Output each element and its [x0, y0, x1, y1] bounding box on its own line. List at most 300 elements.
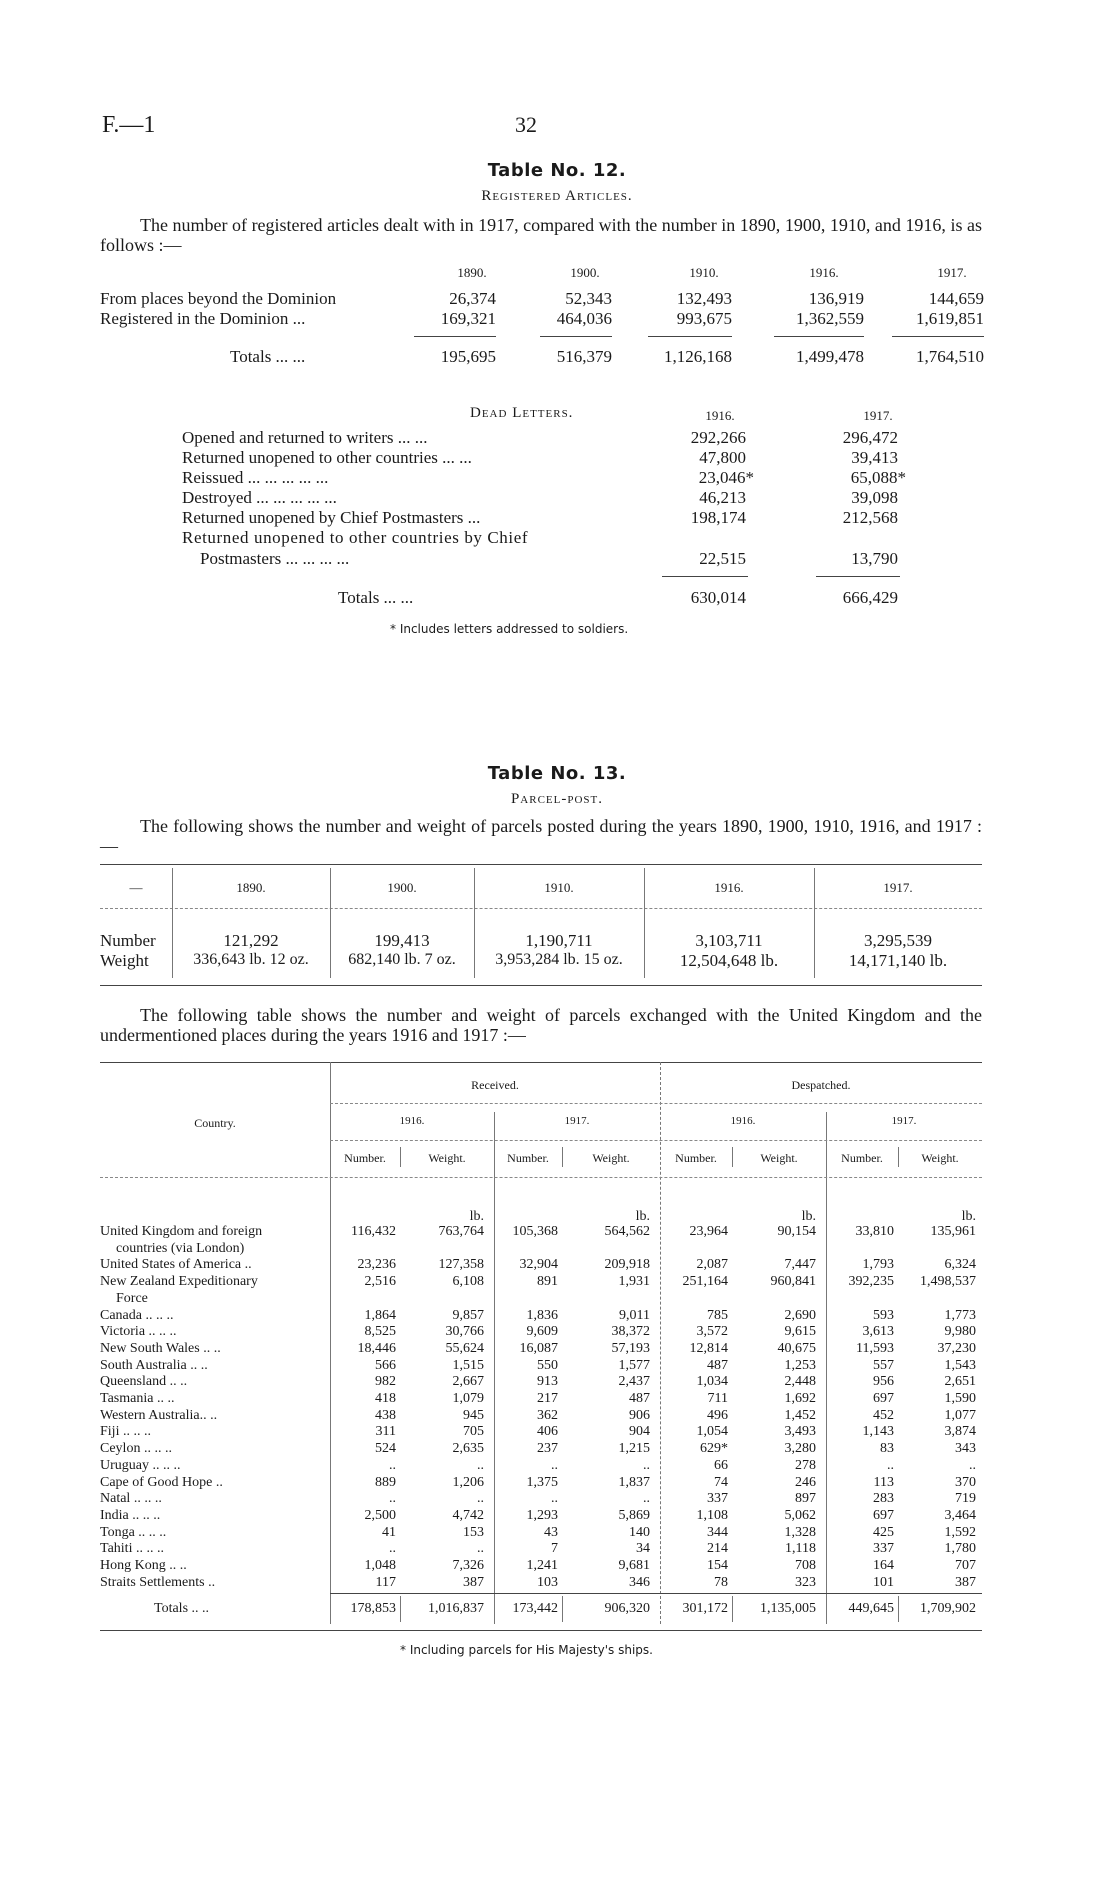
- exchange-cell: 1,328: [784, 1525, 816, 1540]
- exchange-cell: 1,253: [784, 1358, 816, 1373]
- exchange-cell: 2,516: [364, 1274, 396, 1289]
- exchange-cell: ..: [551, 1458, 558, 1473]
- exchange-cell: 496: [707, 1408, 728, 1423]
- exchange-cell: 9,615: [784, 1324, 816, 1339]
- table-top-rule: [100, 864, 982, 865]
- exchange-cell: 113: [873, 1475, 894, 1490]
- received-header: Received.: [471, 1078, 519, 1092]
- exchange-cell: 1,034: [696, 1374, 728, 1389]
- year-header: 1917.: [564, 1115, 590, 1127]
- header-rule: [330, 1140, 982, 1141]
- exchange-cell: 4,742: [452, 1508, 484, 1523]
- table12-cell: 52,343: [565, 289, 612, 308]
- exchange-cell: 1,498,537: [920, 1274, 976, 1289]
- country-label: Tahiti .. .. ..: [100, 1541, 164, 1556]
- despatched-header: Despatched.: [791, 1078, 851, 1092]
- exchange-cell: 1,241: [526, 1558, 558, 1573]
- number-header: Number.: [507, 1151, 549, 1165]
- table12-cell: 26,374: [449, 289, 496, 308]
- country-label: Cape of Good Hope ..: [100, 1475, 223, 1490]
- exchange-cell: 550: [537, 1358, 558, 1373]
- dead-letters-cell: 47,800: [699, 448, 746, 467]
- exchange-cell: 1,773: [944, 1308, 976, 1323]
- exchange-cell: 593: [873, 1308, 894, 1323]
- exchange-cell: 697: [873, 1508, 894, 1523]
- sum-rule: [330, 1593, 982, 1594]
- exchange-cell: ..: [887, 1458, 894, 1473]
- exchange-cell: 1,077: [944, 1408, 976, 1423]
- exchange-total: 906,320: [604, 1601, 650, 1616]
- exchange-total: 1,709,902: [920, 1601, 976, 1616]
- exchange-cell: 452: [873, 1408, 894, 1423]
- stub-header: —: [129, 880, 143, 895]
- exchange-cell: 406: [537, 1424, 558, 1439]
- exchange-cell: ..: [389, 1541, 396, 1556]
- exchange-cell: 278: [795, 1458, 816, 1473]
- country-label: Uruguay .. .. ..: [100, 1458, 181, 1473]
- table12-cell: 136,919: [808, 289, 864, 308]
- dead-letters-title: Dead Letters.: [470, 405, 574, 421]
- exchange-cell: 1,215: [618, 1441, 650, 1456]
- exchange-cell: 311: [375, 1424, 396, 1439]
- exchange-cell: 1,780: [944, 1541, 976, 1556]
- exchange-cell: 697: [873, 1391, 894, 1406]
- country-label: South Australia .. ..: [100, 1358, 208, 1373]
- country-label: New South Wales .. ..: [100, 1341, 221, 1356]
- exchange-cell: 6,108: [452, 1274, 484, 1289]
- exchange-cell: 956: [873, 1374, 894, 1389]
- country-label: Natal .. .. ..: [100, 1491, 162, 1506]
- exchange-cell: 127,358: [438, 1257, 484, 1272]
- exchange-cell: 906: [629, 1408, 650, 1423]
- parcel-weight: 3,953,284 lb. 15 oz.: [495, 951, 623, 968]
- exchange-cell: 1,118: [785, 1541, 816, 1556]
- year-header: 1916.: [730, 1115, 756, 1127]
- exchange-cell: 6,324: [944, 1257, 976, 1272]
- exchange-cell: 1,543: [944, 1358, 976, 1373]
- exchange-total: 301,172: [682, 1601, 728, 1616]
- parcel-number: 199,413: [374, 931, 430, 950]
- country-label: Force: [116, 1291, 148, 1306]
- exchange-cell: ..: [389, 1491, 396, 1506]
- exchange-cell: 370: [955, 1475, 976, 1490]
- parcel-weight: 12,504,648 lb.: [679, 951, 779, 970]
- dead-letters-row-label: Reissued ... ... ... ... ...: [182, 468, 329, 487]
- parcel-weight: 14,171,140 lb.: [848, 951, 948, 970]
- year-header: 1916.: [809, 265, 839, 280]
- exchange-totals-label: Totals .. ..: [154, 1601, 210, 1616]
- country-label: India .. .. ..: [100, 1508, 161, 1523]
- number-row-label: Number: [100, 931, 156, 950]
- year-header: 1890.: [236, 880, 266, 895]
- country-label: countries (via London): [116, 1241, 245, 1256]
- exchange-cell: 9,980: [944, 1324, 976, 1339]
- exchange-cell: 40,675: [777, 1341, 816, 1356]
- header-rule: [100, 908, 982, 909]
- exchange-cell: 55,624: [445, 1341, 484, 1356]
- parcel-weight: 682,140 lb. 7 oz.: [348, 951, 456, 968]
- exchange-cell: ..: [477, 1458, 484, 1473]
- table12-totals-label: Totals ... ...: [230, 347, 306, 366]
- dead-letters-cell: 13,790: [851, 549, 898, 568]
- exchange-cell: 214: [707, 1541, 728, 1556]
- country-label: Victoria .. .. ..: [100, 1324, 177, 1339]
- exchange-cell: 418: [375, 1391, 396, 1406]
- exchange-cell: 7,326: [452, 1558, 484, 1573]
- exchange-cell: 8,525: [364, 1324, 396, 1339]
- country-label: Straits Settlements ..: [100, 1575, 216, 1590]
- exchange-cell: 43: [544, 1525, 558, 1540]
- exchange-cell: 116,432: [351, 1224, 396, 1239]
- exchange-cell: 9,609: [526, 1324, 558, 1339]
- exchange-total: 178,853: [350, 1601, 396, 1616]
- exchange-cell: 3,493: [784, 1424, 816, 1439]
- dead-letters-row-label: Opened and returned to writers ... ...: [182, 428, 428, 447]
- exchange-cell: 960,841: [770, 1274, 816, 1289]
- exchange-cell: 23,236: [357, 1257, 396, 1272]
- country-label: Western Australia.. ..: [100, 1408, 218, 1423]
- exchange-cell: 1,375: [526, 1475, 558, 1490]
- exchange-cell: 66: [714, 1458, 728, 1473]
- exchange-cell: 711: [707, 1391, 728, 1406]
- exchange-cell: 237: [537, 1441, 558, 1456]
- table13-intro: The following shows the number and weight of parcels posted during the years 1890, 1900, 1910, 1916, and 1917 :—: [100, 816, 982, 856]
- exchange-cell: 705: [463, 1424, 484, 1439]
- exchange-cell: ..: [643, 1491, 650, 1506]
- year-header: 1910.: [689, 265, 719, 280]
- year-header: 1917.: [891, 1115, 917, 1127]
- exchange-cell: 1,048: [364, 1558, 396, 1573]
- exchange-cell: 913: [537, 1374, 558, 1389]
- country-label: Canada .. .. ..: [100, 1308, 174, 1323]
- exchange-cell: 1,577: [618, 1358, 650, 1373]
- exchange-cell: 3,874: [944, 1424, 976, 1439]
- exchange-footnote: * Including parcels for His Majesty's ships.: [400, 1643, 653, 1657]
- exchange-cell: 3,280: [784, 1441, 816, 1456]
- exchange-cell: 564,562: [604, 1224, 650, 1239]
- number-header: Number.: [344, 1151, 386, 1165]
- sum-rule: [816, 576, 900, 577]
- table12-title: Table No. 12.: [487, 160, 627, 181]
- table12-total: 516,379: [556, 347, 612, 366]
- table12-total: 195,695: [440, 347, 496, 366]
- exchange-cell: 344: [707, 1525, 728, 1540]
- weight-header: Weight.: [592, 1151, 630, 1165]
- year-header: 1910.: [544, 880, 574, 895]
- table12-cell: 169,321: [440, 309, 496, 328]
- unit-label: lb.: [469, 1209, 484, 1224]
- exchange-cell: 105,368: [512, 1224, 558, 1239]
- number-header: Number.: [675, 1151, 717, 1165]
- exchange-cell: 1,692: [784, 1391, 816, 1406]
- exchange-total: 1,135,005: [760, 1601, 816, 1616]
- table12-total: 1,499,478: [796, 347, 864, 366]
- exchange-cell: 9,011: [619, 1308, 650, 1323]
- exchange-cell: 30,766: [445, 1324, 484, 1339]
- dead-letters-cell: 292,266: [690, 428, 746, 447]
- dead-letters-total: 666,429: [842, 588, 898, 607]
- header-rule: [330, 1103, 982, 1104]
- header-rule: [100, 1177, 982, 1178]
- exchange-cell: 487: [629, 1391, 650, 1406]
- exchange-cell: 891: [537, 1274, 558, 1289]
- number-header: Number.: [841, 1151, 883, 1165]
- exchange-cell: 337: [873, 1541, 894, 1556]
- exchange-cell: ..: [643, 1458, 650, 1473]
- dead-letters-cell: 198,174: [690, 508, 746, 527]
- dead-letters-cell: 23,046*: [698, 468, 754, 487]
- exchange-cell: 217: [537, 1391, 558, 1406]
- parcel-number: 121,292: [223, 931, 279, 950]
- table12-cell: 132,493: [676, 289, 732, 308]
- exchange-cell: 2,437: [618, 1374, 650, 1389]
- exchange-cell: 3,572: [696, 1324, 728, 1339]
- exchange-cell: 362: [537, 1408, 558, 1423]
- exchange-cell: 2,087: [696, 1257, 728, 1272]
- exchange-cell: 557: [873, 1358, 894, 1373]
- dead-letters-row-label: Returned unopened to other countries by Chief: [182, 528, 529, 547]
- exchange-cell: 1,864: [364, 1308, 396, 1323]
- exchange-cell: 1,206: [452, 1475, 484, 1490]
- table12-row-label: From places beyond the Dominion: [100, 289, 337, 308]
- exchange-cell: 117: [375, 1575, 396, 1590]
- exchange-cell: 1,293: [526, 1508, 558, 1523]
- exchange-cell: 629*: [700, 1441, 728, 1456]
- exchange-cell: 23,964: [689, 1224, 728, 1239]
- sum-rule: [892, 336, 984, 337]
- parcel-weight: 336,643 lb. 12 oz.: [193, 951, 309, 968]
- exchange-cell: 897: [795, 1491, 816, 1506]
- exchange-cell: 387: [955, 1575, 976, 1590]
- dead-letters-cell: 39,413: [851, 448, 898, 467]
- dead-letters-cell: 296,472: [842, 428, 898, 447]
- exchange-cell: 283: [873, 1491, 894, 1506]
- dead-letters-row-label: Returned unopened by Chief Postmasters ...: [182, 508, 481, 527]
- exchange-cell: 1,590: [944, 1391, 976, 1406]
- dead-letters-cell: 65,088*: [850, 468, 906, 487]
- exchange-cell: 343: [955, 1441, 976, 1456]
- exchange-cell: 135,961: [930, 1224, 976, 1239]
- exchange-cell: 5,869: [618, 1508, 650, 1523]
- exchange-cell: 487: [707, 1358, 728, 1373]
- exchange-cell: 164: [873, 1558, 894, 1573]
- exchange-cell: 904: [629, 1424, 650, 1439]
- country-label: Hong Kong .. ..: [100, 1558, 187, 1573]
- exchange-cell: 7,447: [784, 1257, 816, 1272]
- country-label: New Zealand Expeditionary: [100, 1274, 258, 1289]
- exchange-cell: 392,235: [848, 1274, 894, 1289]
- exchange-cell: 1,793: [862, 1257, 894, 1272]
- country-label: Queensland .. ..: [100, 1374, 188, 1389]
- exchange-cell: 3,613: [862, 1324, 894, 1339]
- exchange-cell: 101: [873, 1575, 894, 1590]
- exchange-cell: 33,810: [855, 1224, 894, 1239]
- exchange-cell: 2,651: [944, 1374, 976, 1389]
- exchange-cell: 1,452: [784, 1408, 816, 1423]
- dead-letters-totals-label: Totals ... ...: [338, 588, 414, 607]
- exchange-cell: ..: [969, 1458, 976, 1473]
- exchange-cell: 1,837: [618, 1475, 650, 1490]
- sum-rule: [774, 336, 864, 337]
- exchange-cell: 16,087: [519, 1341, 558, 1356]
- unit-label: lb.: [801, 1209, 816, 1224]
- sum-rule: [662, 576, 748, 577]
- dead-letters-cell: 46,213: [699, 488, 746, 507]
- exchange-total: 449,645: [848, 1601, 894, 1616]
- exchange-cell: 7: [551, 1541, 558, 1556]
- sum-rule: [414, 336, 496, 337]
- exchange-cell: ..: [477, 1541, 484, 1556]
- exchange-cell: 785: [707, 1308, 728, 1323]
- exchange-cell: 11,593: [856, 1341, 894, 1356]
- exchange-cell: ..: [477, 1491, 484, 1506]
- weight-header: Weight.: [921, 1151, 959, 1165]
- dead-letters-row-label: Destroyed ... ... ... ... ...: [182, 488, 337, 507]
- year-header: 1900.: [570, 265, 600, 280]
- table12-cell: 993,675: [676, 309, 732, 328]
- exchange-cell: 78: [714, 1575, 728, 1590]
- exchange-cell: 38,372: [611, 1324, 650, 1339]
- exchange-cell: 763,764: [438, 1224, 484, 1239]
- table12-row-label: Registered in the Dominion ...: [100, 309, 306, 328]
- table12-cell: 1,619,851: [916, 309, 984, 328]
- exchange-cell: 438: [375, 1408, 396, 1423]
- page-number: 32: [515, 112, 537, 137]
- exchange-cell: 2,667: [452, 1374, 484, 1389]
- exchange-cell: 1,836: [526, 1308, 558, 1323]
- exchange-cell: 945: [463, 1408, 484, 1423]
- table-top-rule: [100, 1062, 982, 1063]
- exchange-cell: 9,857: [452, 1308, 484, 1323]
- exchange-cell: 2,690: [784, 1308, 816, 1323]
- exchange-cell: 337: [707, 1491, 728, 1506]
- exchange-cell: 1,054: [696, 1424, 728, 1439]
- exchange-cell: 2,635: [452, 1441, 484, 1456]
- weight-header: Weight.: [428, 1151, 466, 1165]
- exchange-cell: 719: [955, 1491, 976, 1506]
- exchange-cell: 90,154: [777, 1224, 816, 1239]
- exchange-cell: 3,464: [944, 1508, 976, 1523]
- weight-header: Weight.: [760, 1151, 798, 1165]
- unit-label: lb.: [961, 1209, 976, 1224]
- exchange-cell: 1,108: [696, 1508, 728, 1523]
- exchange-cell: 566: [375, 1358, 396, 1373]
- year-header: 1890.: [457, 265, 487, 280]
- table-bottom-rule: [100, 985, 982, 986]
- year-header: 1900.: [387, 880, 417, 895]
- exchange-cell: 1,515: [452, 1358, 484, 1373]
- exchange-cell: 154: [707, 1558, 728, 1573]
- exchange-cell: 1,592: [944, 1525, 976, 1540]
- table12-subtitle: Registered Articles.: [481, 188, 633, 204]
- exchange-cell: 153: [463, 1525, 484, 1540]
- exchange-cell: 37,230: [937, 1341, 976, 1356]
- dead-letters-cell: 22,515: [699, 549, 746, 568]
- table13-subtitle: Parcel-post.: [510, 791, 604, 807]
- country-label: Tasmania .. ..: [100, 1391, 175, 1406]
- page-identifier: F.—1: [102, 112, 156, 138]
- exchange-cell: 346: [629, 1575, 650, 1590]
- exchange-cell: 1,931: [618, 1274, 650, 1289]
- year-header: 1916.: [399, 1115, 425, 1127]
- exchange-total: 1,016,837: [428, 1601, 484, 1616]
- year-header: 1916.: [705, 408, 735, 423]
- exchange-cell: 34: [636, 1541, 650, 1556]
- exchange-cell: 140: [629, 1525, 650, 1540]
- exchange-cell: 889: [375, 1475, 396, 1490]
- exchange-cell: 2,448: [784, 1374, 816, 1389]
- exchange-cell: 524: [375, 1441, 396, 1456]
- exchange-intro: The following table shows the number and weight of parcels exchanged with the United Kingdom and the undermentioned places during the years 1916 and 1917 :—: [100, 1005, 982, 1045]
- table13-title: Table No. 13.: [487, 763, 627, 784]
- exchange-cell: 1,143: [862, 1424, 894, 1439]
- country-label: Tonga .. .. ..: [100, 1525, 167, 1540]
- exchange-cell: 103: [537, 1575, 558, 1590]
- exchange-cell: 251,164: [682, 1274, 728, 1289]
- country-label: Fiji .. .. ..: [100, 1424, 151, 1439]
- dead-letters-total: 630,014: [690, 588, 746, 607]
- exchange-cell: 708: [795, 1558, 816, 1573]
- year-header: 1916.: [714, 880, 744, 895]
- exchange-cell: 323: [795, 1575, 816, 1590]
- table12-intro: The number of registered articles dealt with in 1917, compared with the number in 1890, 1900, 1910, and 1916, is as follows :—: [100, 215, 982, 255]
- table12-cell: 1,362,559: [796, 309, 864, 328]
- year-header: 1917.: [863, 408, 893, 423]
- exchange-cell: 2,500: [364, 1508, 396, 1523]
- exchange-cell: ..: [551, 1491, 558, 1506]
- exchange-cell: 387: [463, 1575, 484, 1590]
- exchange-cell: 425: [873, 1525, 894, 1540]
- country-label: Ceylon .. .. ..: [100, 1441, 172, 1456]
- exchange-cell: 18,446: [357, 1341, 396, 1356]
- dead-letters-row-label: Postmasters ... ... ... ...: [200, 549, 350, 568]
- parcel-number: 1,190,711: [525, 931, 593, 950]
- exchange-cell: 83: [880, 1441, 894, 1456]
- parcel-number: 3,295,539: [864, 931, 932, 950]
- exchange-cell: 41: [382, 1525, 396, 1540]
- country-label: United Kingdom and foreign: [100, 1224, 263, 1239]
- weight-row-label: Weight: [100, 951, 149, 970]
- exchange-total: 173,442: [512, 1601, 558, 1616]
- year-header: 1917.: [883, 880, 913, 895]
- dead-letters-cell: 212,568: [842, 508, 898, 527]
- table12-total: 1,764,510: [916, 347, 984, 366]
- exchange-cell: 982: [375, 1374, 396, 1389]
- exchange-cell: 57,193: [611, 1341, 650, 1356]
- exchange-cell: 12,814: [689, 1341, 728, 1356]
- sum-rule: [648, 336, 732, 337]
- sum-rule: [540, 336, 612, 337]
- dead-letters-row-label: Returned unopened to other countries ... ...: [182, 448, 472, 467]
- dead-letters-cell: 39,098: [851, 488, 898, 507]
- exchange-cell: 209,918: [604, 1257, 650, 1272]
- country-label: United States of America ..: [100, 1257, 252, 1272]
- table12-total: 1,126,168: [664, 347, 732, 366]
- exchange-cell: ..: [389, 1458, 396, 1473]
- exchange-cell: 32,904: [519, 1257, 558, 1272]
- exchange-cell: 9,681: [618, 1558, 650, 1573]
- dead-letters-footnote: * Includes letters addressed to soldiers.: [390, 622, 629, 636]
- exchange-cell: 1,079: [452, 1391, 484, 1406]
- exchange-cell: 707: [955, 1558, 976, 1573]
- year-header: 1917.: [937, 265, 967, 280]
- parcel-number: 3,103,711: [695, 931, 763, 950]
- unit-label: lb.: [635, 1209, 650, 1224]
- table12-cell: 144,659: [928, 289, 984, 308]
- country-header: Country.: [194, 1116, 236, 1130]
- exchange-cell: 246: [795, 1475, 816, 1490]
- table-bottom-rule: [100, 1630, 982, 1631]
